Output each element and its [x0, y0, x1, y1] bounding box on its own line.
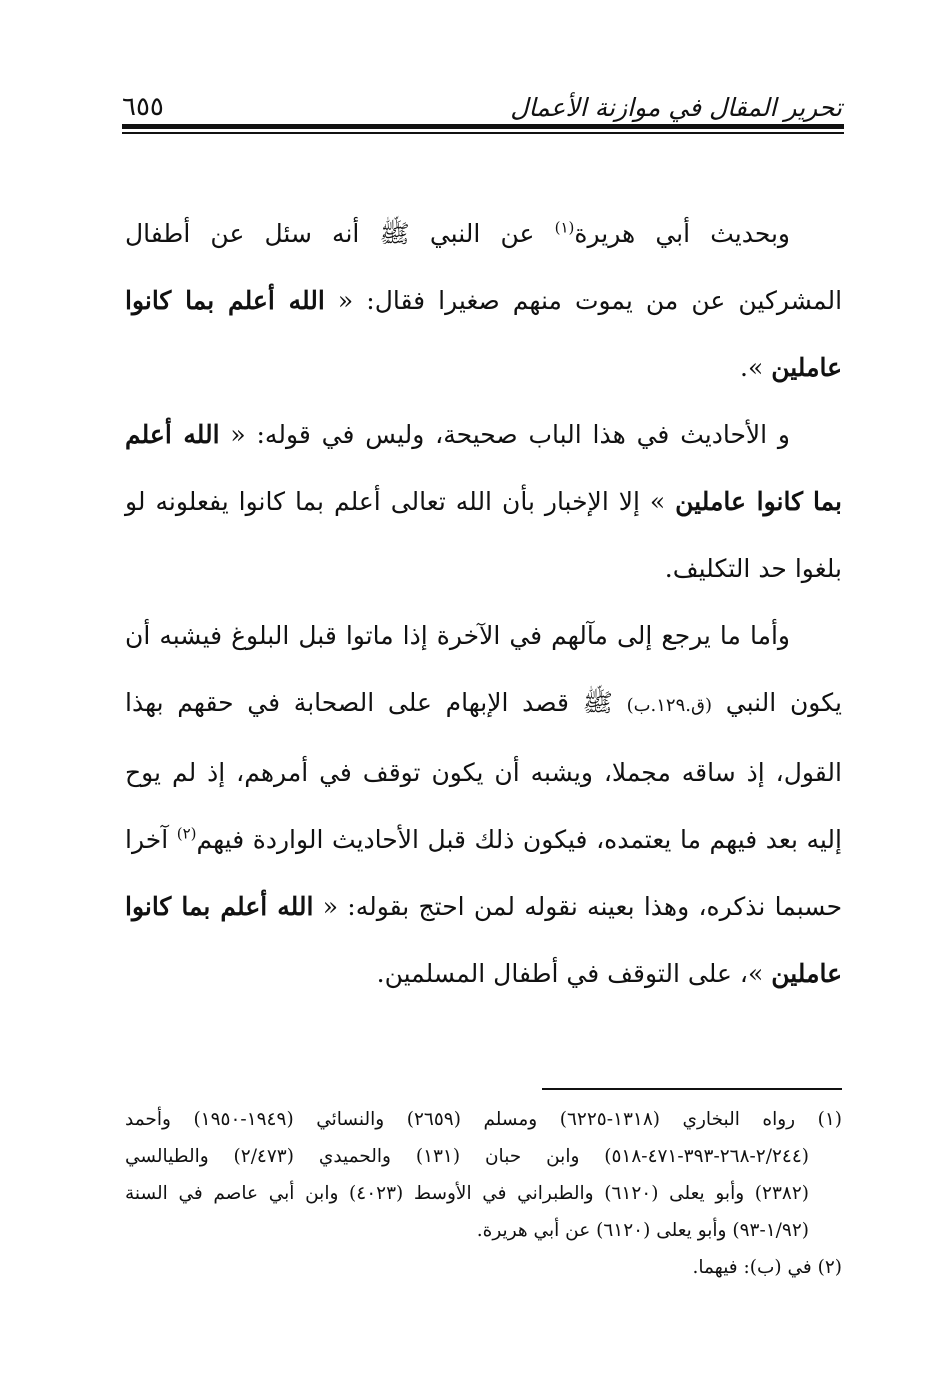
- footnote-line: (٢) في (ب): فيهما.: [692, 1257, 842, 1278]
- text-run: و الأحاديث في هذا الباب صحيحة، وليس في قوله: «: [219, 420, 790, 449]
- footnote-ref-1[interactable]: (١): [554, 218, 575, 237]
- header-rule-thick: [122, 124, 844, 129]
- page-number: ٦٥٥: [122, 92, 164, 122]
- text-run: وبحديث أبي هريرة: [574, 219, 791, 248]
- footnote-separator: [542, 1088, 842, 1090]
- footnote-line: (٢/٢٤٤-٢٦٨-٣٩٣-٤٧١-٥١٨) وابن حبان (١٣١) والحميدي (٢/٤٧٣) والطيالسي: [125, 1146, 809, 1167]
- footnote-ref-2[interactable]: (٢): [176, 824, 197, 843]
- footnotes: [125, 1101, 842, 1286]
- paragraph-2: [125, 401, 842, 602]
- text-run: آخرا حسبما نذكره،: [125, 825, 843, 921]
- text-run: وهذا بعينه نقوله لمن احتج بقوله: «: [313, 892, 690, 921]
- text-run: إذ ساقه مجملا، ويشبه أن يكون توقف في أمرهم، إذ لم يوح إليه بعد فيهم ما: [125, 758, 842, 854]
- text-run: التوقف في أطفال المسلمين.: [376, 959, 680, 988]
- header-rule-thin: [122, 132, 844, 134]
- text-run: يكون النبي: [712, 688, 842, 717]
- text-run: من يموت منهم صغيرا فقال: «: [324, 286, 679, 315]
- footnote-line: (١) رواه البخاري (١٣١٨-٦٢٢٥) ومسلم (٢٦٥٩) والنسائي (١٩٤٩-١٩٥٠) وأحمد: [125, 1109, 843, 1130]
- text-run: ﷺ قصد الإبهام على الصحابة في حقهم بهذا القول،: [125, 688, 842, 787]
- text-run: » إلا الإخبار بأن الله تعالى أعلم بما كانوا يفعلونه لو بلغوا حد: [125, 487, 842, 583]
- footnote-line: (١/٩٢-٩٣) وأبو يعلى (٦١٢٠) عن أبي هريرة.: [476, 1220, 809, 1241]
- footnote-1: [125, 1101, 842, 1249]
- footnote-line: (٢٣٨٢) وأبو يعلى (٦١٢٠) والطبراني في الأوسط (٤٠٢٣) وابن أبي عاصم في السنة: [125, 1183, 809, 1204]
- hadith-quote: كانوا عاملين: [675, 487, 803, 516]
- text-run: التكليف.: [664, 554, 751, 583]
- footnote-2: [125, 1249, 842, 1286]
- text-run: وأما ما يرجع إلى مآلهم في الآخرة إذا ماتوا قبل البلوغ فيشبه أن: [125, 621, 790, 650]
- manuscript-folio-marker: (ق.١٢٩.ب): [626, 695, 712, 716]
- text-run: »، على: [687, 959, 772, 988]
- page-header: [122, 82, 842, 122]
- text-run: ».: [740, 353, 772, 382]
- hadith-quote: الله أعلم بما كانوا عاملين: [125, 286, 842, 382]
- text-run: يعتمده، فيكون ذلك قبل الأحاديث الواردة فيهم: [196, 825, 672, 854]
- text-run: عن النبي ﷺ أنه سئل عن أطفال المشركين عن: [125, 219, 843, 315]
- running-title: تحرير المقال في موازنة الأعمال: [510, 93, 842, 122]
- main-text: [125, 200, 842, 1007]
- paragraph-3: [125, 602, 842, 1007]
- hadith-quote: الله أعلم بما كانوا عاملين: [125, 892, 842, 988]
- hadith-quote: الله أعلم بما: [125, 420, 842, 516]
- paragraph-1: [125, 200, 842, 401]
